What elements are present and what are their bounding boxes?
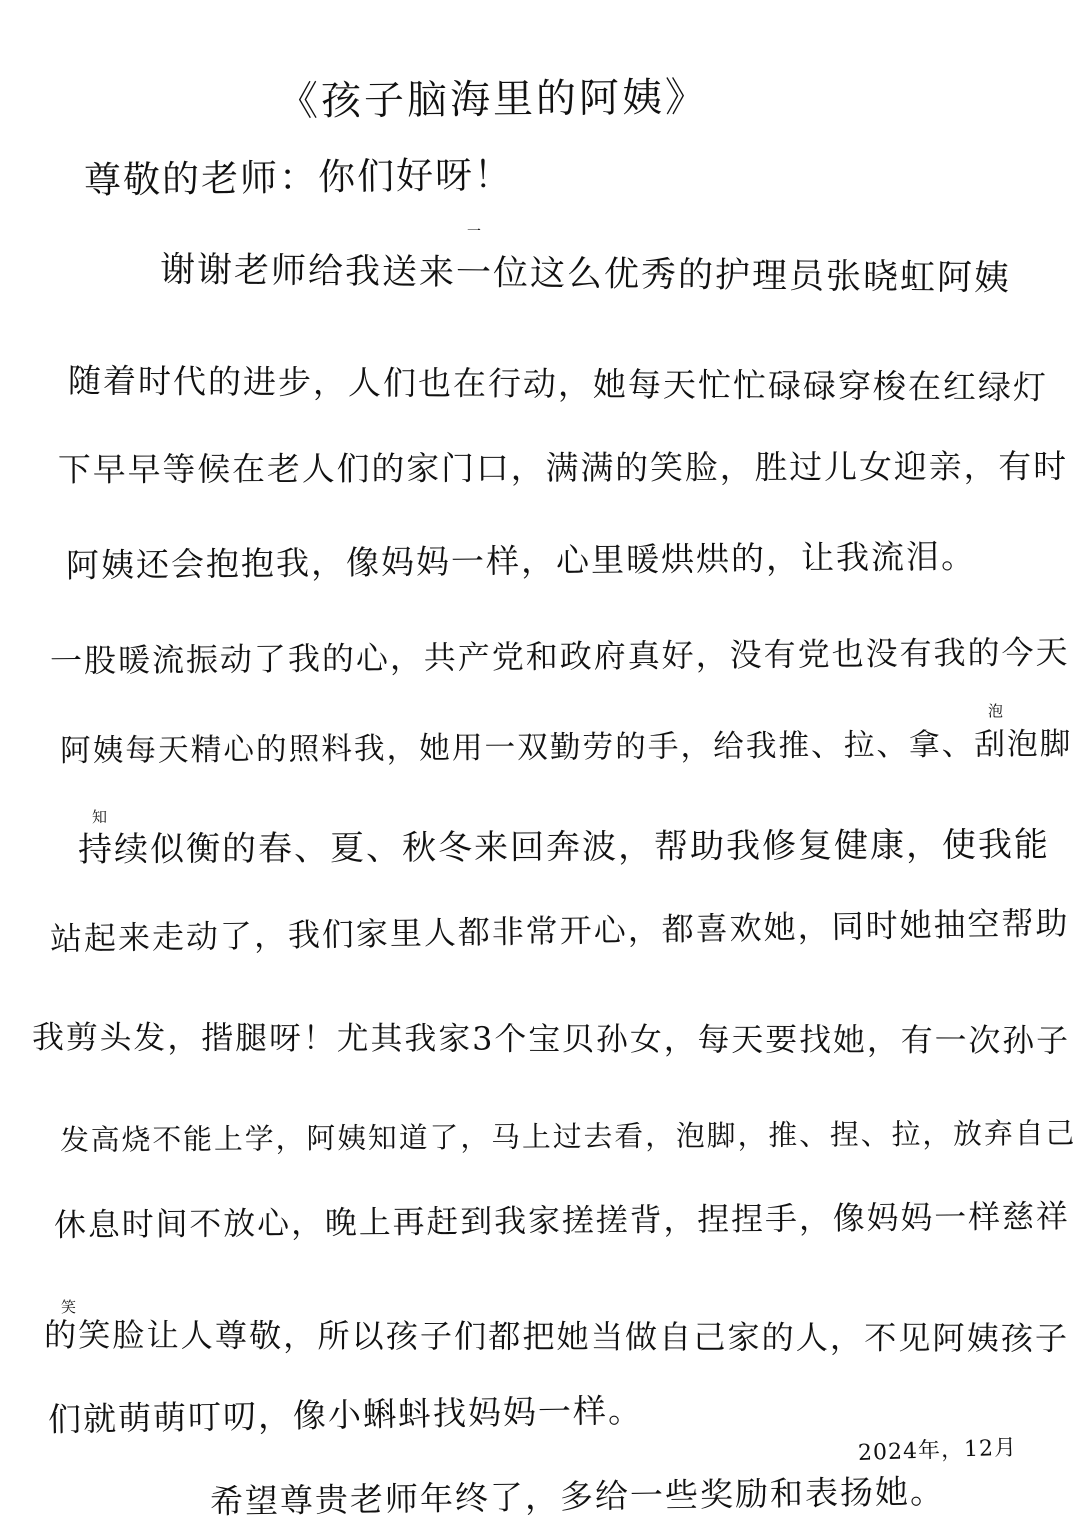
letter-line: 阿姨还会抱抱我，像妈妈一样，心里暖烘烘的，让我流泪。 <box>65 536 977 585</box>
letter-line: 下早早等候在老人们的家门口，满满的笑脸，胜过儿女迎亲，有时 <box>57 447 1069 489</box>
letter-greeting: 尊敬的老师：你们好呀！ <box>83 153 514 202</box>
letter-title: 《孩子脑海里的阿姨》 <box>277 74 709 125</box>
letter-line: 持续似衡的春、夏、秋冬来回奔波，帮助我修复健康，使我能 <box>77 824 1051 870</box>
letter-line: 站起来走动了，我们家里人都非常开心，都喜欢她，同时她抽空帮助 <box>49 903 1070 958</box>
letter-line: 一股暖流振动了我的心，共产党和政府真好，没有党也没有我的今天 <box>49 633 1070 680</box>
letter-line: 的笑脸让人尊敬，所以孩子们都把她当做自己家的人，不见阿姨孩子 <box>43 1316 1070 1358</box>
correction-note-zhi: 知 <box>92 808 108 826</box>
correction-note-pao: 泡 <box>988 702 1004 720</box>
letter-line: 休息时间不放心，晚上再赶到我家搓搓背，捏捏手，像妈妈一样慈祥 <box>53 1197 1070 1244</box>
letter-closing: 希望尊贵老师年终了，多给一些奖励和表扬她。 <box>209 1471 946 1521</box>
letter-line: 阿姨每天精心的照料我，她用一双勤劳的手，给我推、拉、拿、刮泡脚 <box>59 726 1073 769</box>
letter-line: 我剪头发，揩腿呀！尤其我家3个宝贝孙女，每天要找她，有一次孙子 <box>31 1018 1071 1060</box>
correction-note-xiao: 笑 <box>61 1298 77 1316</box>
letter-line: 发高烧不能上学，阿姨知道了，马上过去看，泡脚，推、捏、拉，放弃自己 <box>59 1115 1077 1157</box>
letter-date: 2024年，12月 <box>857 1435 1018 1466</box>
insertion-mark: 一 <box>467 224 481 240</box>
letter-line: 随着时代的进步，人们也在行动，她每天忙忙碌碌穿梭在红绿灯 <box>67 361 1049 407</box>
letter-line: 们就萌萌叮叨，像小蝌蚪找妈妈一样。 <box>47 1390 644 1439</box>
letter-line: 谢谢老师给我送来一位这么优秀的护理员张晓虹阿姨 <box>159 250 1012 299</box>
